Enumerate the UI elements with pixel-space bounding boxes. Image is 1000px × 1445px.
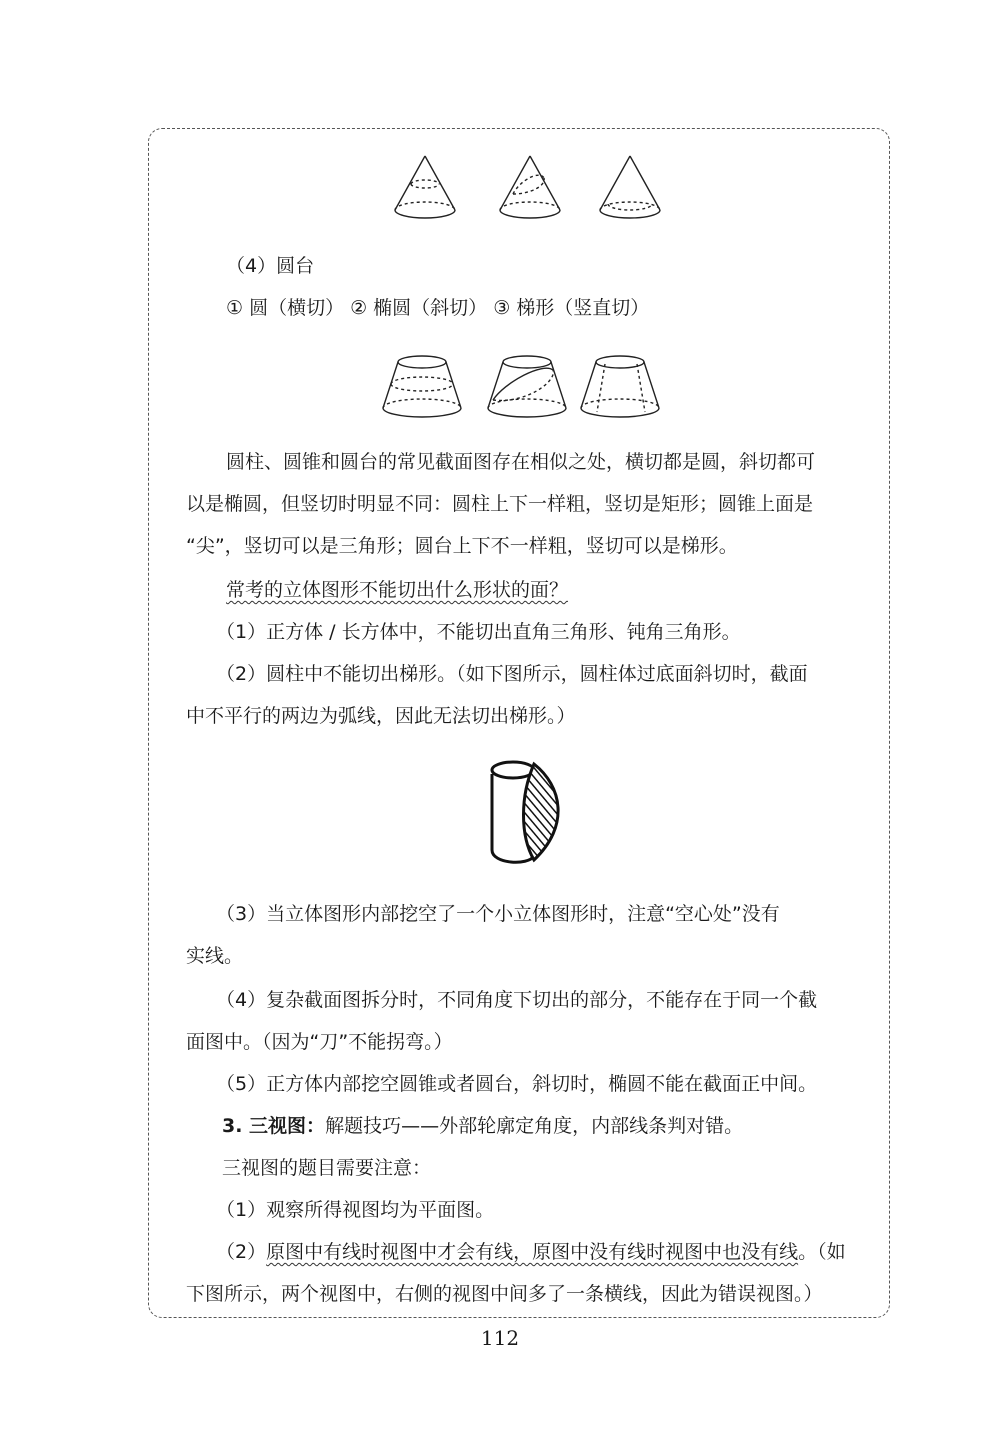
frustum-vertical-cut	[581, 356, 659, 417]
frustum-oblique-cut	[488, 356, 566, 417]
cone-horizontal-cut	[395, 156, 455, 218]
compare-paragraph-line-2: 以是椭圆，但竖切时明显不同：圆柱上下一样粗，竖切是矩形；圆锥上面是	[186, 493, 814, 515]
question-heading: 常考的立体图形不能切出什么形状的面？	[226, 579, 569, 601]
compare-paragraph-line-3: “尖”，竖切可以是三角形；圆台上下不一样粗，竖切可以是梯形。	[186, 535, 738, 557]
cone-cross-sections-figure	[380, 150, 690, 230]
cone-oblique-cut	[500, 156, 560, 218]
point-4-line-1: （4）复杂截面图拆分时，不同角度下切出的部分，不能存在于同一个截	[216, 989, 818, 1011]
three-views-tip: 解题技巧——外部轮廓定角度，内部线条判对错。	[325, 1115, 744, 1137]
three-views-note-2-line-1	[216, 1240, 846, 1264]
three-views-note-heading: 三视图的题目需要注意：	[222, 1157, 432, 1179]
point-1: （1）正方体 / 长方体中，不能切出直角三角形、钝角三角形。	[216, 621, 741, 643]
frustum-horizontal-cut	[383, 356, 461, 417]
three-views-note-1: （1）观察所得视图均为平面图。	[216, 1199, 495, 1221]
compare-paragraph-line-1: 圆柱、圆锥和圆台的常见截面图存在相似之处，横切都是圆，斜切都可	[226, 451, 816, 473]
three-views-note-2-line-2: 下图所示，两个视图中，右侧的视图中间多了一条横线，因此为错误视图。）	[186, 1283, 823, 1305]
frustum-heading: （4）圆台	[226, 255, 315, 277]
three-views-line	[222, 1114, 743, 1138]
page-number: 112	[480, 1326, 520, 1350]
three-views-label: 3. 三视图：	[222, 1115, 326, 1137]
point-2-line-2: 中不平行的两边为弧线，因此无法切出梯形。）	[186, 705, 576, 727]
point-3-line-2: 实线。	[186, 945, 244, 967]
point-3-line-1: （3）当立体图形内部挖空了一个小立体图形时，注意“空心处”没有	[216, 903, 780, 925]
point-4-line-2: 面图中。（因为“刀”不能拐弯。）	[186, 1031, 453, 1053]
note-2-suffix: 。（如	[798, 1241, 846, 1263]
frustum-sections-list: ① 圆（横切） ② 椭圆（斜切） ③ 梯形（竖直切）	[226, 297, 650, 319]
point-5: （5）正方体内部挖空圆锥或者圆台，斜切时，椭圆不能在截面正中间。	[216, 1073, 818, 1095]
cylinder-oblique-cut-figure	[484, 756, 584, 868]
note-2-underlined-rule: 原图中有线时视图中才会有线，原图中没有线时视图中也没有线	[266, 1241, 799, 1263]
note-2-prefix: （2）	[216, 1241, 267, 1263]
cone-vertical-cut	[600, 156, 660, 218]
frustum-cross-sections-figure	[375, 352, 675, 427]
point-2-line-1: （2）圆柱中不能切出梯形。（如下图所示，圆柱体过底面斜切时，截面	[216, 663, 808, 685]
